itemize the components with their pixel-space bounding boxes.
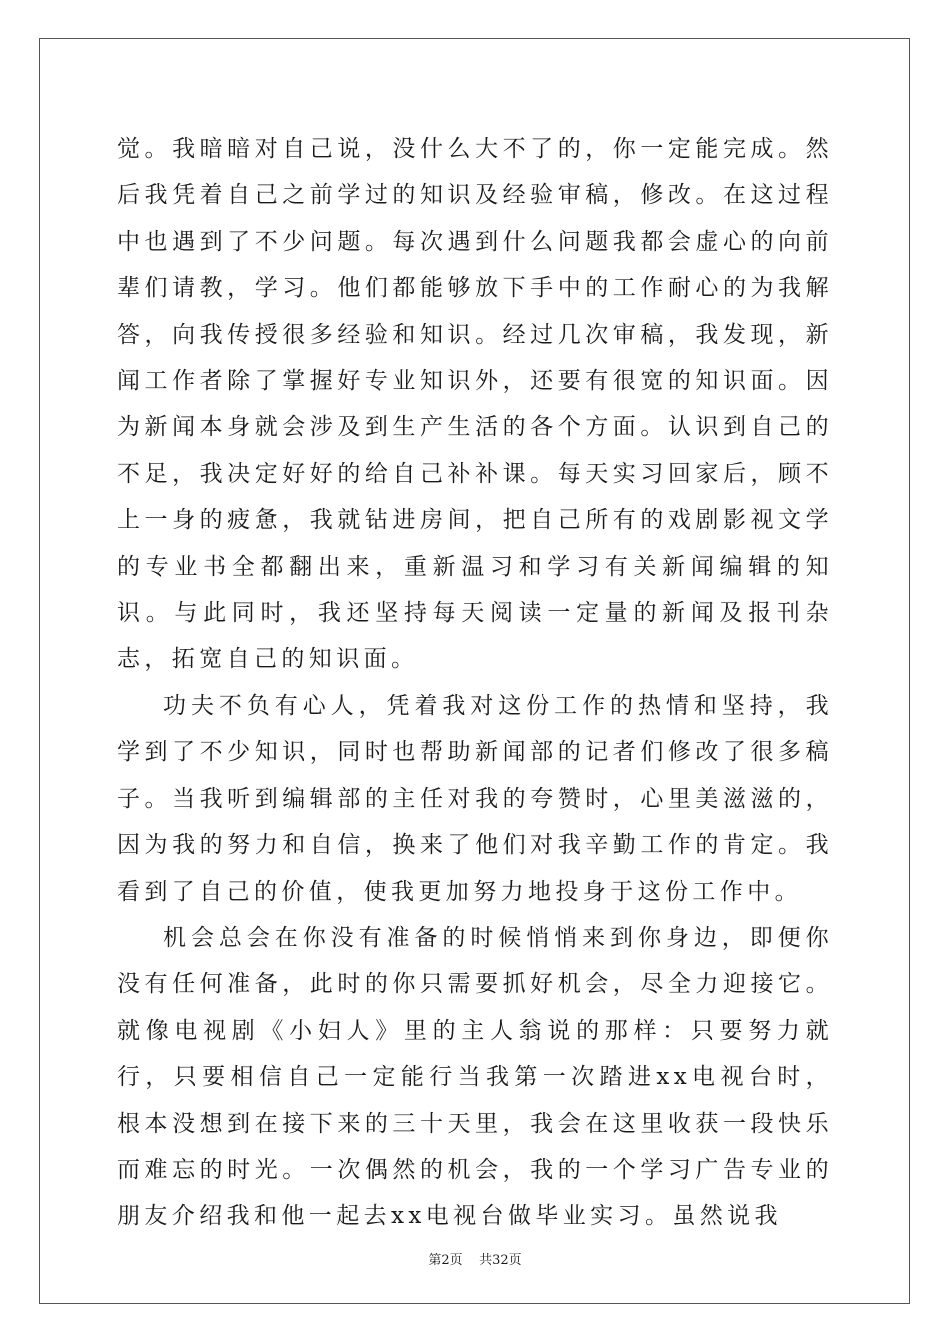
paragraph-1: 觉。我暗暗对自己说，没什么大不了的，你一定能完成。然后我凭着自己之前学过的知识及经验审稿，修改。在这过程中也遇到了不少问题。每次遇到什么问题我都会虚心的向前辈们请教，学习。他们都能够放下手中的工作耐心的为我解答，向我传授很多经验和知识。经过几次审稿，我发现，新闻工作者除了掌握好专业知识外，还要有很宽的知识面。因为新闻本身就会涉及到生产生活的各个方面。认识到自己的不足，我决定好好的给自己补补课。每天实习回家后，顾不上一身的疲惫，我就钻进房间，把自己所有的戏剧影视文学的专业书全都翻出来，重新温习和学习有关新闻编辑的知识。与此同时，我还坚持每天阅读一定量的新闻及报刊杂志，拓宽自己的知识面。 [117, 136, 833, 673]
page-footer [0, 1249, 950, 1268]
paragraph-3: 机会总会在你没有准备的时候悄悄来到你身边，即便你没有任何准备，此时的你只需要抓好机会，尽全力迎接它。就像电视剧《小妇人》里的主人翁说的那样：只要努力就行，只要相信自己一定能行当我第一次踏进xx电视台时，根本没想到在接下来的三十天里，我会在这里收获一段快乐而难忘的时光。一次偶然的机会，我的一个学习广告专业的朋友介绍我和他一起去xx电视台做毕业实习。虽然说我 [117, 924, 833, 1230]
page-number: 第2页 [428, 1253, 463, 1268]
page-total: 共32页 [479, 1253, 522, 1268]
document-body [117, 126, 833, 1240]
paragraph-2: 功夫不负有心人，凭着我对这份工作的热情和坚持，我学到了不少知识，同时也帮助新闻部的记者们修改了很多稿子。当我听到编辑部的主任对我的夸赞时，心里美滋滋的，因为我的努力和自信，换来了他们对我辛勤工作的肯定。我看到了自己的价值，使我更加努力地投身于这份工作中。 [117, 692, 833, 905]
